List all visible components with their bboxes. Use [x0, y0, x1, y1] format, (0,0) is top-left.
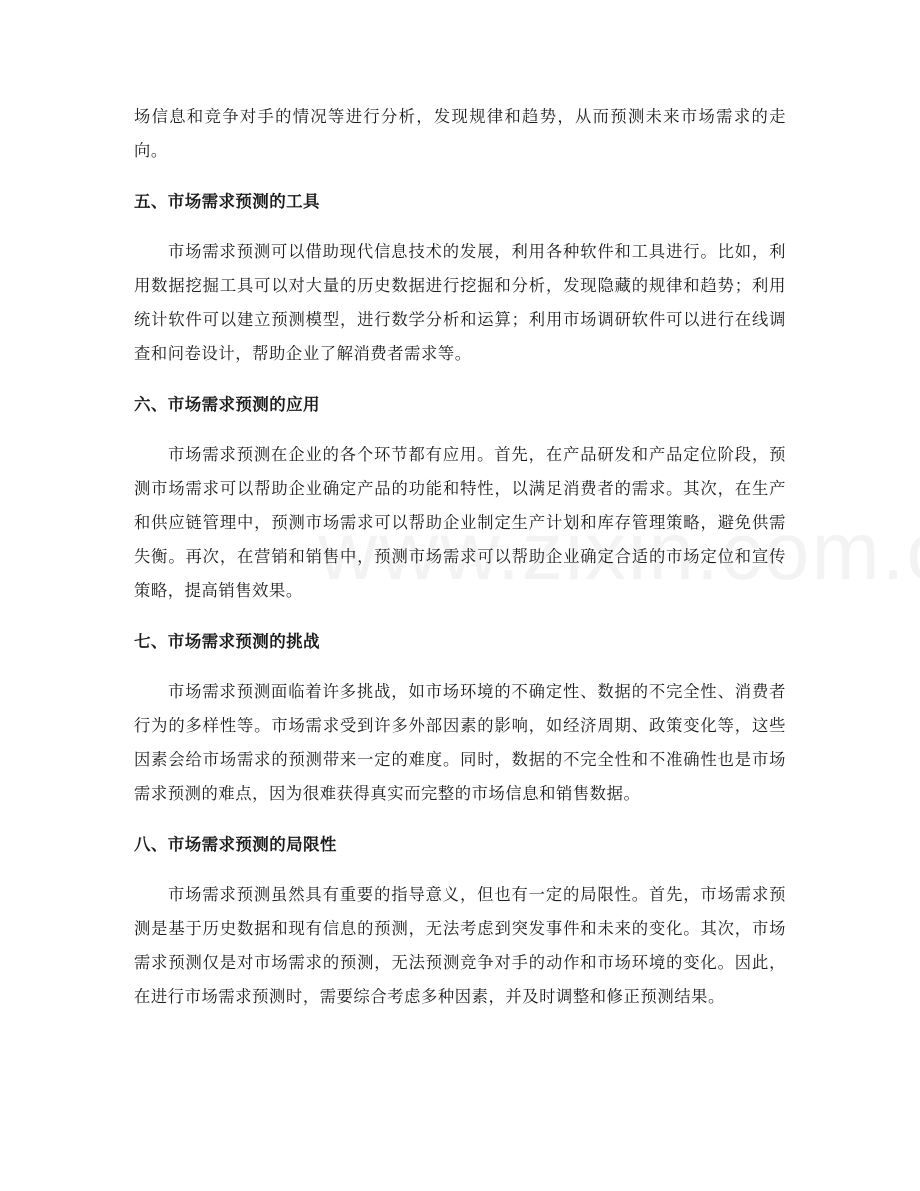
intro-paragraph: 场信息和竞争对手的情况等进行分析，发现规律和趋势，从而预测未来市场需求的走向。 — [134, 107, 786, 160]
section-heading-tools: 五、市场需求预测的工具 — [134, 192, 320, 211]
section-body-tools: 市场需求预测可以借助现代信息技术的发展，利用各种软件和工具进行。比如，利用数据挖掘工具可以对大量的历史数据进行挖掘和分析，发现隐藏的规律和趋势；利用统计软件可以建立预测模型，进行数学分析和运算；利用市场调研软件可以进行在线调查和问卷设计，帮助企业了解消费者需求等。 — [134, 242, 786, 363]
section-heading-limitations: 八、市场需求预测的局限性 — [134, 835, 337, 854]
document-page — [134, 100, 786, 1014]
section-body-application: 市场需求预测在企业的各个环节都有应用。首先，在产品研发和产品定位阶段，预测市场需求可以帮助企业确定产品的功能和特性，以满足消费者的需求。其次，在生产和供应链管理中，预测市场需求可以帮助企业制定生产计划和库存管理策略，避免供需失衡。再次，在营销和销售中，预测市场需求可以帮助企业确定合适的市场定位和宣传策略，提高销售效果。 — [134, 445, 786, 600]
section-body-limitations: 市场需求预测虽然具有重要的指导意义，但也有一定的局限性。首先，市场需求预测是基于历史数据和现有信息的预测，无法考虑到突发事件和未来的变化。其次，市场需求预测仅是对市场需求的预测，无法预测竞争对手的动作和市场环境的变化。因此，在进行市场需求预测时，需要综合考虑多种因素，并及时调整和修正预测结果。 — [134, 885, 786, 1006]
section-heading-application: 六、市场需求预测的应用 — [134, 395, 320, 414]
section-body-challenges: 市场需求预测面临着许多挑战，如市场环境的不确定性、数据的不完全性、消费者行为的多样性等。市场需求受到许多外部因素的影响，如经济周期、政策变化等，这些因素会给市场需求的预测带来一定的难度。同时，数据的不完全性和不准确性也是市场需求预测的难点，因为很难获得真实而完整的市场信息和销售数据。 — [134, 682, 786, 803]
section-heading-challenges: 七、市场需求预测的挑战 — [134, 632, 320, 651]
